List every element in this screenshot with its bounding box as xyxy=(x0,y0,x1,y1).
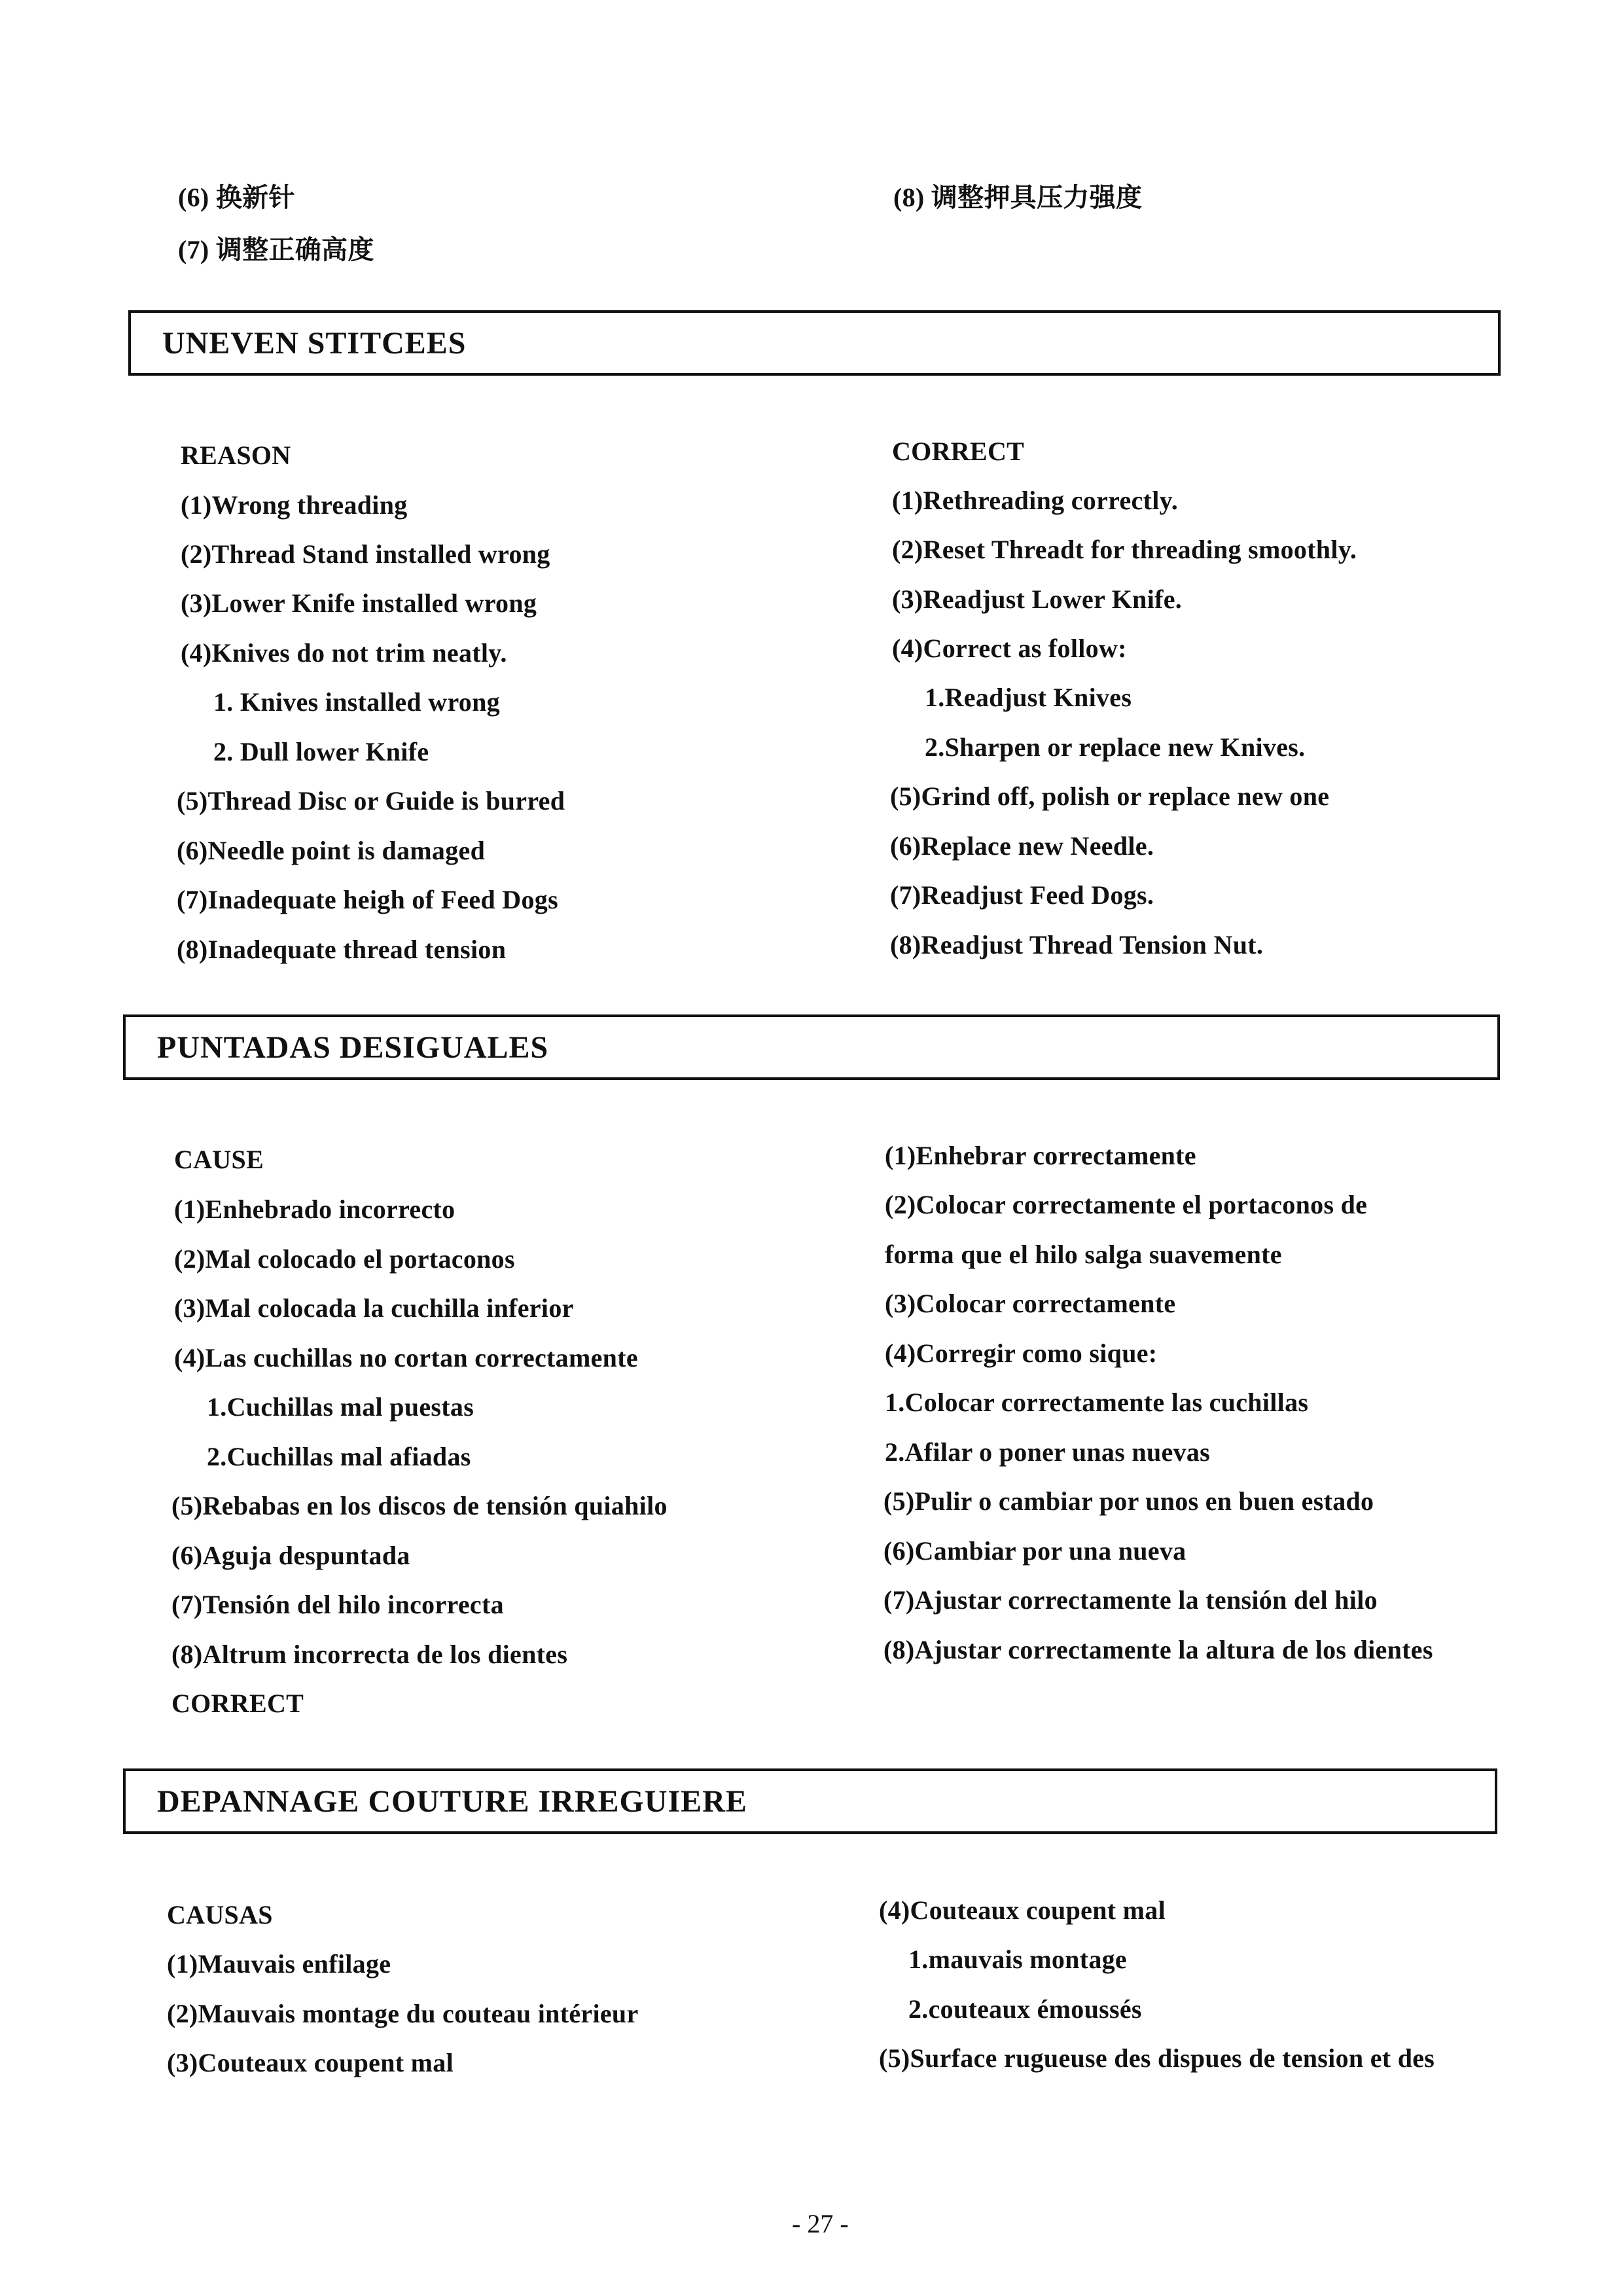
s3-right-line: 2.couteaux émoussés xyxy=(908,1994,1142,2024)
s2-left-line: 1.Cuchillas mal puestas xyxy=(207,1392,474,1422)
s1-left-line: REASON xyxy=(181,440,291,470)
section-title: DEPANNAGE COUTURE IRREGUIERE xyxy=(157,1784,747,1819)
s2-left-line: (2)Mal colocado el portaconos xyxy=(174,1244,515,1274)
s3-right-line: (4)Couteaux coupent mal xyxy=(879,1895,1166,1925)
s2-right-line: (7)Ajustar correctamente la tensión del hilo xyxy=(883,1585,1378,1615)
s1-left-line: (3)Lower Knife installed wrong xyxy=(181,588,537,618)
s2-right-line: 2.Afilar o poner unas nuevas xyxy=(885,1437,1211,1467)
s2-left-line: (4)Las cuchillas no cortan correctamente xyxy=(174,1343,638,1372)
s3-left-line: (2)Mauvais montage du couteau intérieur xyxy=(167,1999,639,2028)
s2-left-line: (5)Rebabas en los discos de tensión quiahilo xyxy=(171,1491,668,1520)
s1-right-line: (6)Replace new Needle. xyxy=(890,831,1154,861)
s3-left-line: CAUSAS xyxy=(167,1900,273,1929)
s2-right-line: (2)Colocar correctamente el portaconos de xyxy=(885,1190,1368,1219)
page-number: - 27 - xyxy=(792,2209,849,2238)
s2-left-line: (8)Altrum incorrecta de los dientes xyxy=(171,1640,568,1669)
s1-left-line: (1)Wrong threading xyxy=(181,490,408,520)
s3-left-line: (3)Couteaux coupent mal xyxy=(167,2048,454,2077)
s2-right-line: (6)Cambiar por una nueva xyxy=(883,1536,1186,1566)
top-left-line-1: (6) 换新针 xyxy=(178,183,295,212)
s3-left-line: (1)Mauvais enfilage xyxy=(167,1949,391,1979)
s1-right-line: (4)Correct as follow: xyxy=(892,634,1127,663)
section-title: PUNTADAS DESIGUALES xyxy=(157,1030,549,1065)
s1-left-line: 1. Knives installed wrong xyxy=(213,687,500,717)
s2-left-line: (3)Mal colocada la cuchilla inferior xyxy=(174,1293,574,1323)
s2-left-line: (6)Aguja despuntada xyxy=(171,1541,410,1570)
s1-left-line: (8)Inadequate thread tension xyxy=(177,935,507,964)
s1-right-line: 2.Sharpen or replace new Knives. xyxy=(925,732,1306,762)
s2-right-line: (4)Corregir como sique: xyxy=(885,1338,1158,1368)
s1-right-line: (8)Readjust Thread Tension Nut. xyxy=(890,930,1264,960)
s1-left-line: (4)Knives do not trim neatly. xyxy=(181,638,507,668)
s2-right-line: (5)Pulir o cambiar por unos en buen estado xyxy=(883,1486,1374,1516)
s2-left-line: (7)Tensión del hilo incorrecta xyxy=(171,1590,504,1619)
s1-right-line: 1.Readjust Knives xyxy=(925,683,1132,712)
s3-right-line: (5)Surface rugueuse des dispues de tension et des xyxy=(879,2043,1435,2073)
s1-left-line: (2)Thread Stand installed wrong xyxy=(181,539,550,569)
section-heading-depannage xyxy=(123,1768,1497,1834)
s2-right-line: (3)Colocar correctamente xyxy=(885,1289,1176,1318)
s2-left-line: CAUSE xyxy=(174,1145,264,1174)
s2-right-line: forma que el hilo salga suavemente xyxy=(885,1240,1282,1269)
s1-right-line: (1)Rethreading correctly. xyxy=(892,486,1179,515)
s1-left-line: 2. Dull lower Knife xyxy=(213,737,429,766)
s1-left-line: (7)Inadequate heigh of Feed Dogs xyxy=(177,885,558,914)
s3-right-line: 1.mauvais montage xyxy=(908,1945,1127,1974)
s1-right-line: (7)Readjust Feed Dogs. xyxy=(890,880,1154,910)
s2-right-line: 1.Colocar correctamente las cuchillas xyxy=(885,1388,1309,1417)
s2-left-line: (1)Enhebrado incorrecto xyxy=(174,1194,455,1224)
top-left-line-2: (7) 调整正确高度 xyxy=(178,235,374,264)
top-right-line-1: (8) 调整押具压力强度 xyxy=(893,183,1143,212)
s1-right-line: (5)Grind off, polish or replace new one xyxy=(890,781,1330,811)
section-heading-puntadas-desiguales xyxy=(123,1014,1500,1080)
s1-left-line: (6)Needle point is damaged xyxy=(177,836,486,865)
section-title: UNEVEN STITCEES xyxy=(162,325,467,361)
s1-right-line: (2)Reset Threadt for threading smoothly. xyxy=(892,535,1357,564)
s1-left-line: (5)Thread Disc or Guide is burred xyxy=(177,786,565,816)
s2-left-line: CORRECT xyxy=(171,1689,304,1718)
s1-right-line: CORRECT xyxy=(892,437,1025,466)
s2-right-line: (1)Enhebrar correctamente xyxy=(885,1141,1196,1170)
s2-left-line: 2.Cuchillas mal afiadas xyxy=(207,1442,471,1471)
s1-right-line: (3)Readjust Lower Knife. xyxy=(892,584,1183,614)
section-heading-uneven-stitches xyxy=(128,310,1501,376)
s2-right-line: (8)Ajustar correctamente la altura de los dientes xyxy=(883,1635,1433,1664)
